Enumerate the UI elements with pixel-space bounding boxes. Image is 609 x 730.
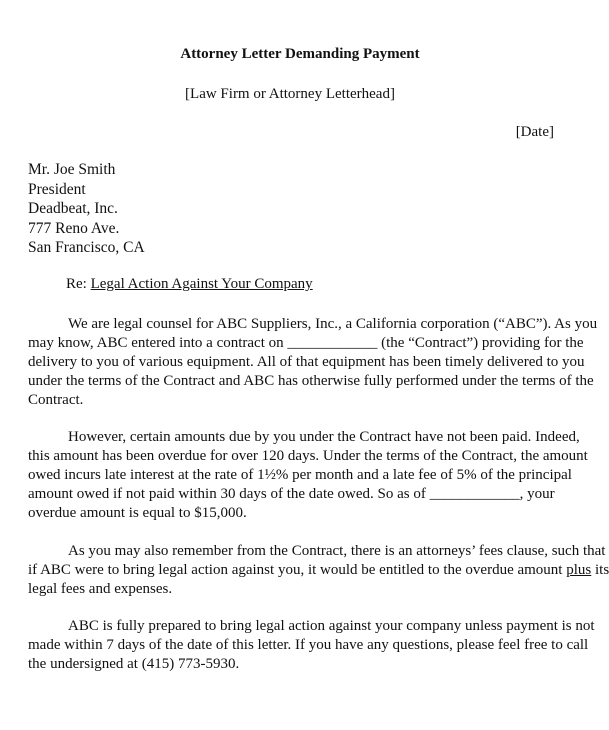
recipient-street: 777 Reno Ave. [28,219,120,237]
subject-text: Legal Action Against Your Company [90,276,313,292]
paragraph-line: owed incurs late interest at the rate of 1½% per month and a late fee of 5% of the principal [28,467,572,483]
paragraph-line: this amount has been overdue for over 120 days. Under the terms of the Contract, the amount [28,448,588,464]
paragraph-line: ABC is fully prepared to bring legal action against your company unless payment is not [68,618,595,634]
subject-prefix: Re: [66,276,91,292]
recipient-position: President [28,180,86,198]
paragraph-line: may know, ABC entered into a contract on ____________ (the “Contract”) providing for the [28,335,584,351]
paragraph-line: the undersigned at (415) 773-5930. [28,656,240,672]
paragraph-3 [28,542,609,599]
date-placeholder: [Date] [515,124,554,140]
paragraph-line: Contract. [28,392,84,408]
recipient-company: Deadbeat, Inc. [28,200,118,217]
paragraph-1 [28,315,598,410]
recipient-city: San Francisco, CA [28,239,145,256]
subject-line [66,276,313,293]
paragraph-line: overdue amount is equal to $15,000. [28,505,247,521]
paragraph-line: As you may also remember from the Contract, there is an attorneys’ fees clause, such that [68,543,606,559]
line-text: its [591,562,609,578]
paragraph-2 [28,428,588,523]
letterhead-placeholder: [Law Firm or Attorney Letterhead] [185,86,395,102]
paragraph-line: However, certain amounts due by you under the Contract have not been paid. Indeed, [68,429,580,445]
paragraph-4 [28,617,595,674]
paragraph-line: made within 7 days of the date of this letter. If you have any questions, please feel free to call [28,637,589,653]
recipient-name: Mr. Joe Smith [28,161,116,178]
document-title: Attorney Letter Demanding Payment [180,46,420,62]
paragraph-line: We are legal counsel for ABC Suppliers, Inc., a California corporation (“ABC”). As you [68,316,598,332]
paragraph-line [28,561,609,580]
paragraph-line: legal fees and expenses. [28,581,173,597]
line-text: if ABC were to bring legal action against you, it would be entitled to the overdue amount [28,562,567,578]
underlined-word: plus [566,562,592,578]
recipient-address [28,160,145,258]
paragraph-line: under the terms of the Contract and ABC has otherwise fully performed under the terms of the [28,373,594,389]
paragraph-line: delivery to you of various equipment. All of that equipment has been timely delivered to you [28,354,585,370]
paragraph-line: amount owed if not paid within 30 days of the date owed. So as of ____________, your [28,486,555,502]
